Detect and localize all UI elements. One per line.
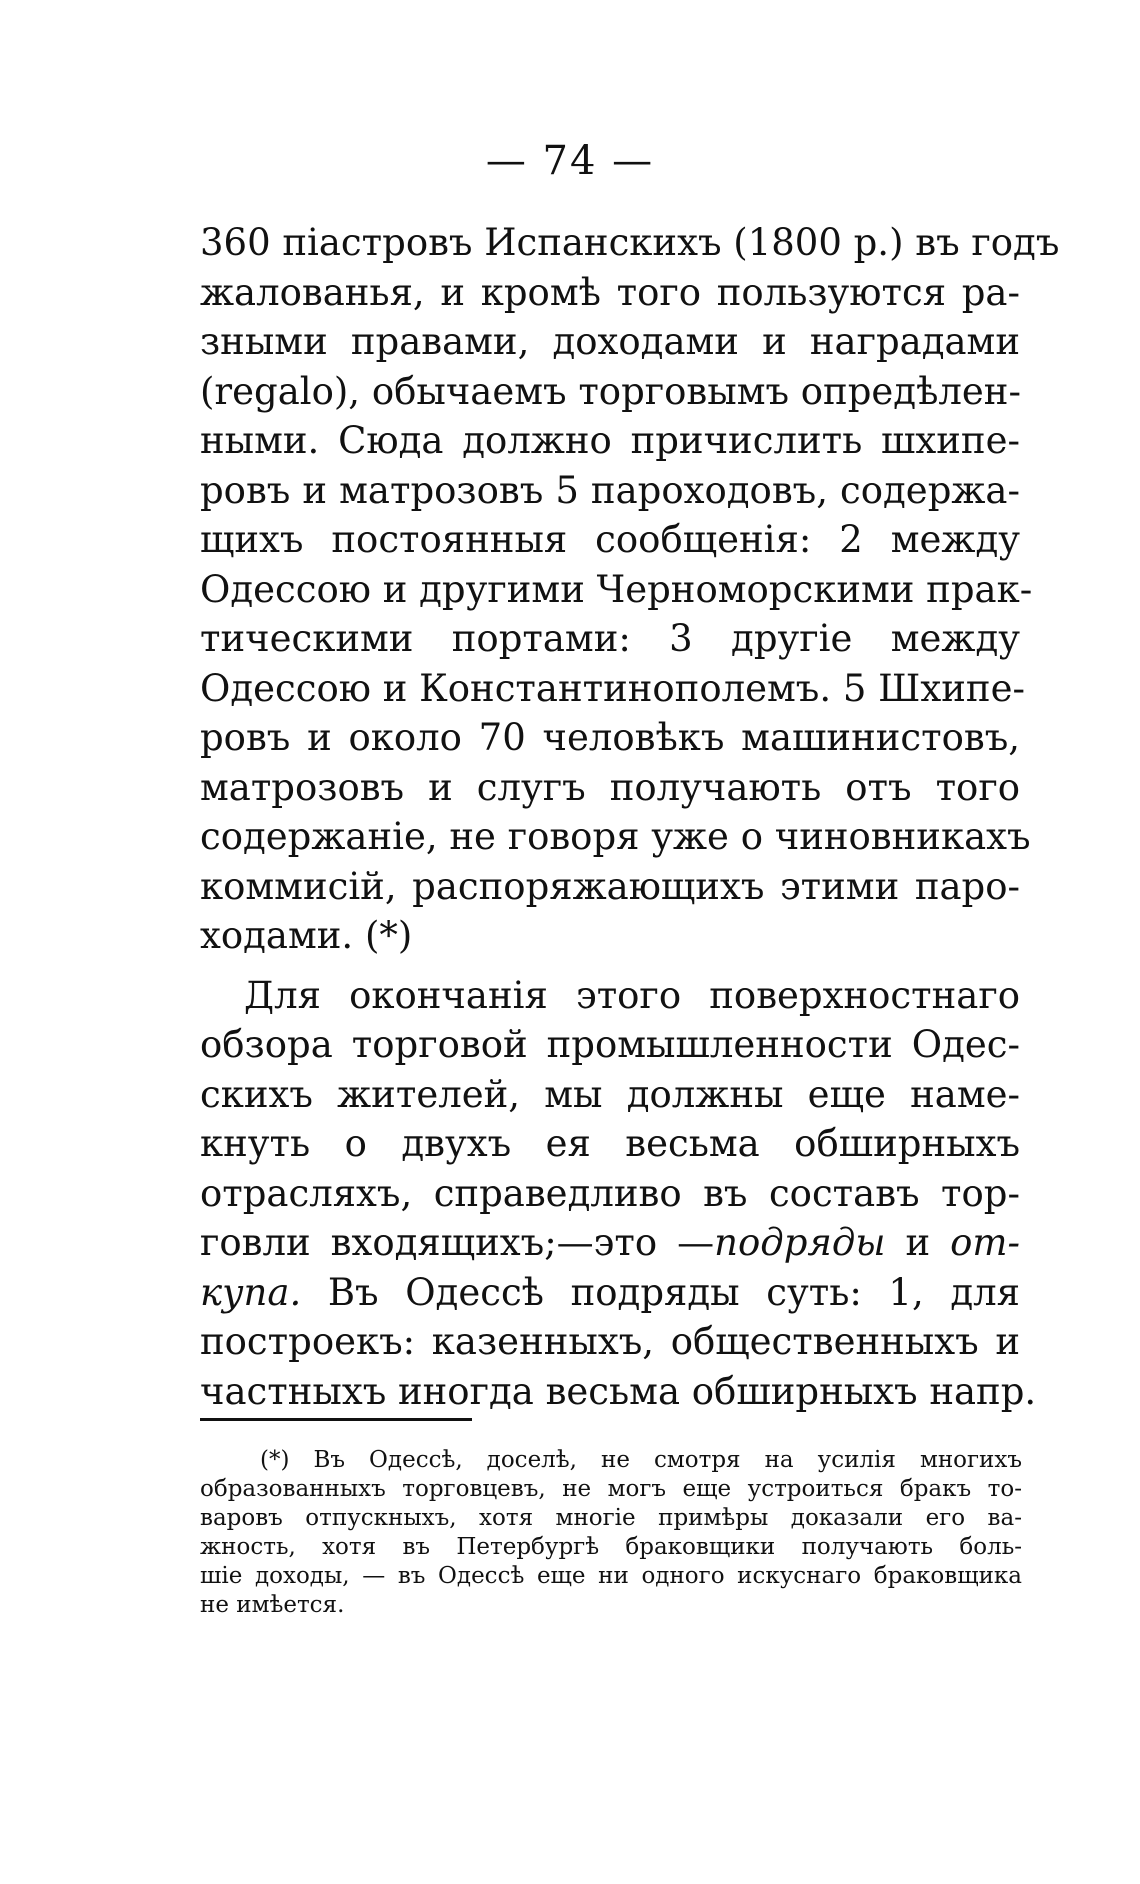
text-line: матрозовъ и слугъ получають отъ того [200, 765, 1020, 809]
footnote-line: образованныхъ торговцевъ, не могъ еще устроиться бракъ то- [200, 1476, 1022, 1502]
text-line: ходами. (*) [200, 914, 413, 957]
italic-term: от- [950, 1221, 1020, 1264]
text-line [200, 1218, 1020, 1268]
text-line: ными. Сюда должно причислить шхипе- [200, 419, 1020, 462]
text-line: частныхъ иногда весьма обширныхъ напр. [200, 1369, 1037, 1413]
text-line: ровъ и около 70 человѣкъ машинистовъ, [200, 716, 1020, 759]
italic-term: подряды [714, 1221, 886, 1264]
text-line: жалованья, и кромѣ того пользуются ра- [200, 270, 1020, 314]
footnote-line: не имѣется. [200, 1592, 345, 1618]
text-line [200, 1268, 1020, 1318]
footnote [200, 1446, 1022, 1620]
text-line: (regalo), обычаемъ торговымъ опредѣлен- [200, 369, 1021, 413]
text-segment: Въ Одессѣ подряды суть: 1, для [301, 1270, 1020, 1314]
text-line: Одессою и Константинополемъ. 5 Шхипе- [200, 666, 1025, 710]
text-line: зными правами, доходами и наградами [200, 320, 1020, 363]
text-line: щихъ постоянныя сообщенія: 2 между [200, 518, 1020, 561]
footnote-divider [200, 1418, 472, 1421]
italic-term: купа. [200, 1270, 302, 1314]
text-line: построекъ: казенныхъ, общественныхъ и [200, 1320, 1020, 1363]
text-line: отрасляхъ, справедливо въ составъ тор- [200, 1171, 1020, 1215]
paragraph-first-line: Для окончанія этого поверхностнаго [244, 973, 1020, 1017]
text-line: обзора торговой промышленности Одес- [200, 1023, 1020, 1066]
text-line: содержаніе, не говоря уже о чиновникахъ [200, 815, 1031, 858]
main-text [200, 218, 1060, 1416]
text-line: коммисій, распоряжающихъ этими паро- [200, 864, 1020, 908]
text-line: скихъ жителей, мы должны еще наме- [200, 1072, 1020, 1116]
text-line: Одессою и другими Черноморскими прак- [200, 567, 1033, 611]
footnote-line: жность, хотя въ Петербургѣ браковщики получають боль- [200, 1534, 1022, 1560]
text-line: ровъ и матрозовъ 5 пароходовъ, содержа- [200, 468, 1020, 512]
text-segment: и [885, 1221, 951, 1264]
text-line: 360 піастровъ Испанскихъ (1800 р.) въ годъ [200, 221, 1060, 264]
footnote-line: варовъ отпускныхъ, хотя многіе примѣры доказали его ва- [200, 1505, 1022, 1531]
text-line: тическими портами: 3 другіе между [200, 617, 1020, 660]
text-segment: говли входящихъ;—это — [200, 1221, 715, 1264]
footnote-line: (*) Въ Одессѣ, доселѣ, не смотря на усилія многихъ [260, 1447, 1022, 1473]
footnote-line: шіе доходы, — въ Одессѣ еще ни одного искуснаго браковщика [200, 1563, 1022, 1589]
page-number: — 74 — [485, 138, 655, 184]
text-line: кнуть о двухъ ея весьма обширныхъ [200, 1122, 1020, 1165]
